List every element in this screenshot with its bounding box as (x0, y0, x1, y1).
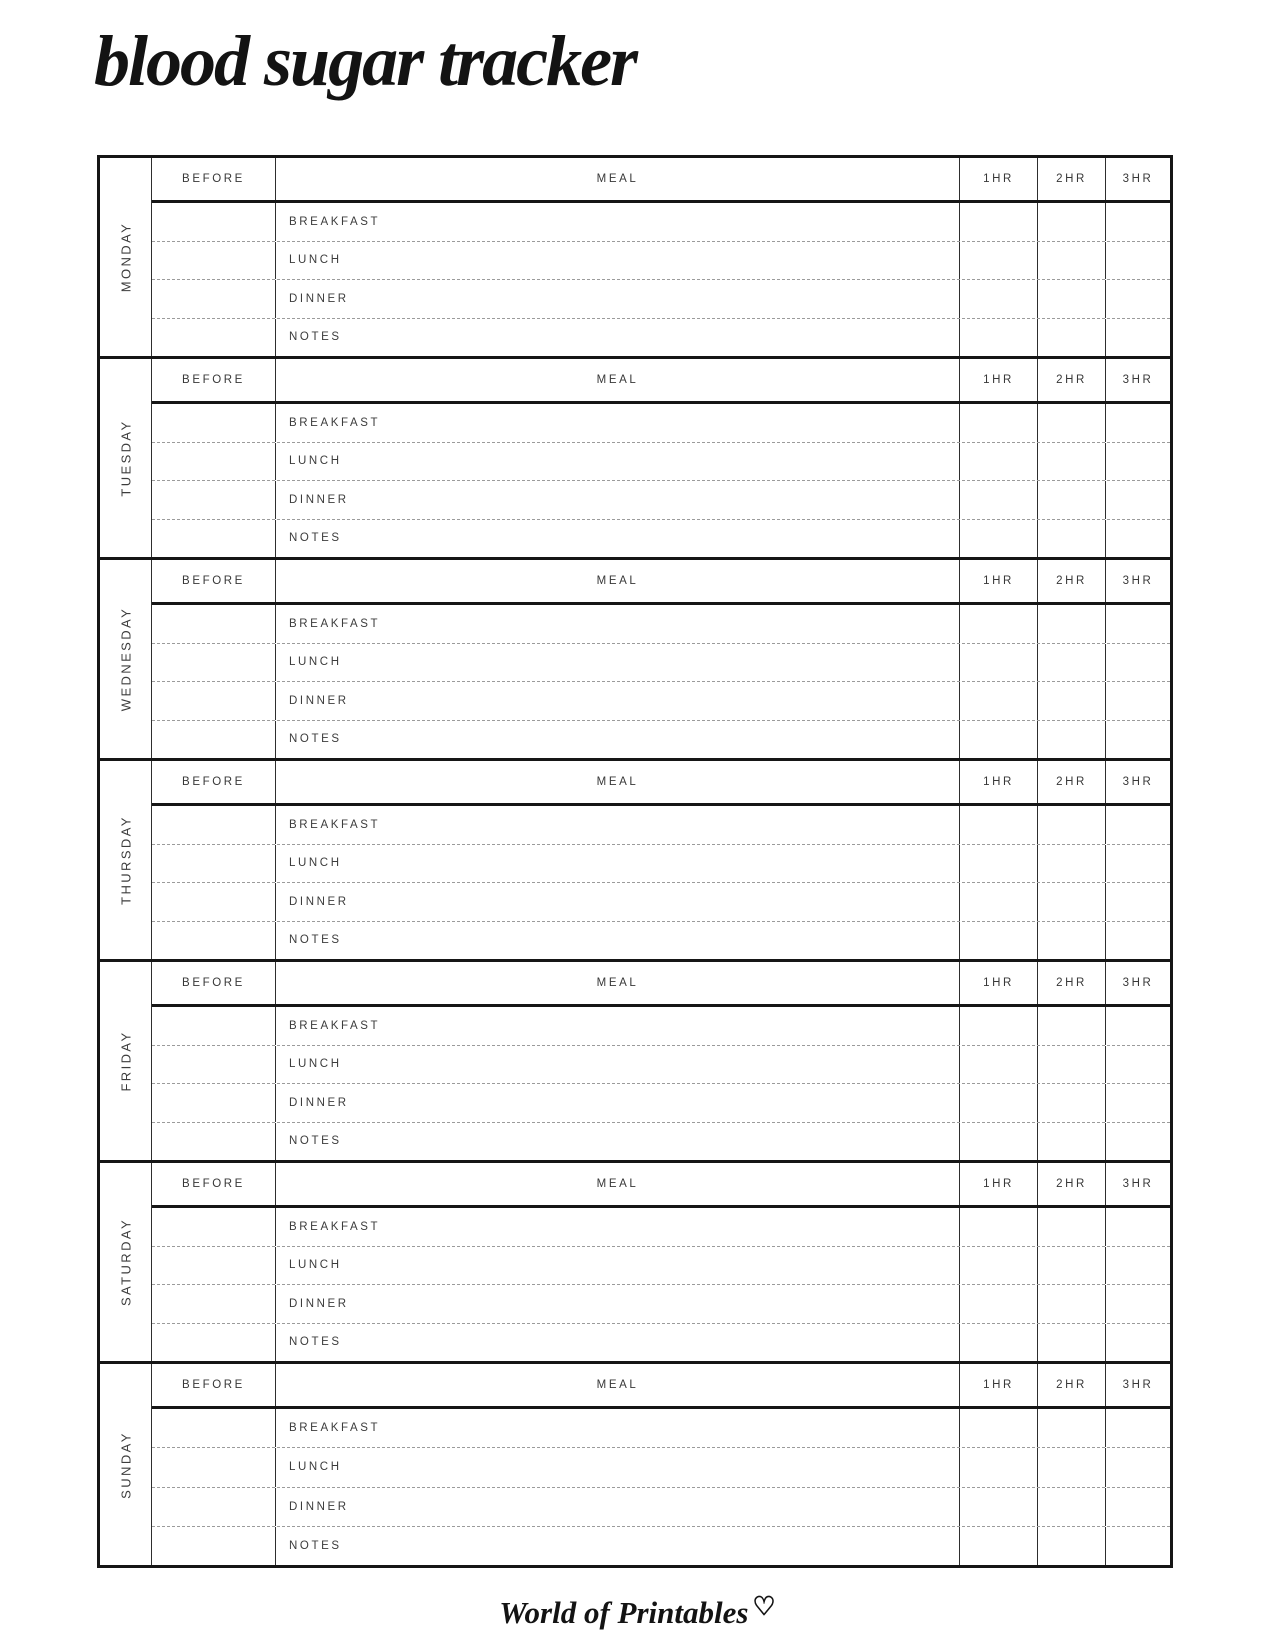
hr1-column-header: 1HR (960, 1163, 1038, 1205)
hr1-entry-cell (960, 1084, 1038, 1122)
hr1-entry-cell (960, 806, 1038, 844)
hr2-entry-cell (1038, 806, 1106, 844)
hr2-entry-cell (1038, 845, 1106, 883)
dinner-row (152, 280, 1170, 319)
meal-column-header: MEAL (276, 560, 960, 602)
hr3-entry-cell (1106, 806, 1170, 844)
header-row (152, 1364, 1170, 1409)
hr2-entry-cell (1038, 1084, 1106, 1122)
before-entry-cell (152, 845, 276, 883)
breakfast-row (152, 806, 1170, 845)
meal-row-label: BREAKFAST (276, 806, 960, 844)
hr3-entry-cell (1106, 242, 1170, 280)
hr1-column-header: 1HR (960, 761, 1038, 803)
before-column-header: BEFORE (152, 359, 276, 401)
before-entry-cell (152, 721, 276, 759)
hr2-entry-cell (1038, 922, 1106, 960)
meal-row-label: NOTES (276, 1527, 960, 1565)
meal-row-label: DINNER (276, 1084, 960, 1122)
header-row (152, 962, 1170, 1007)
hr3-column-header: 3HR (1122, 575, 1154, 587)
hr2-entry-cell (1038, 1285, 1106, 1323)
hr3-entry-cell (1106, 404, 1170, 442)
header-row (152, 158, 1170, 203)
lunch-row (152, 443, 1170, 482)
breakfast-row (152, 605, 1170, 644)
hr3-entry-cell (1106, 1123, 1170, 1161)
header-row (152, 1163, 1170, 1208)
day-section-monday (100, 158, 1170, 359)
meal-row-label: DINNER (276, 280, 960, 318)
breakfast-row (152, 404, 1170, 443)
hr3-entry-cell (1106, 605, 1170, 643)
heart-icon: ♡ (752, 1592, 776, 1621)
meal-column-header: MEAL (276, 158, 960, 200)
hr1-entry-cell (960, 1007, 1038, 1045)
meal-row-label: BREAKFAST (276, 203, 960, 241)
meal-row-label: BREAKFAST (276, 1208, 960, 1246)
hr1-entry-cell (960, 319, 1038, 357)
before-entry-cell (152, 1123, 276, 1161)
day-section-thursday (100, 761, 1170, 962)
lunch-row (152, 644, 1170, 683)
before-column-header: BEFORE (152, 962, 276, 1004)
day-name-column (100, 761, 152, 959)
before-entry-cell (152, 883, 276, 921)
hr2-entry-cell (1038, 1448, 1106, 1486)
day-section-tuesday (100, 359, 1170, 560)
hr3-entry-cell (1106, 280, 1170, 318)
hr1-entry-cell (960, 280, 1038, 318)
hr2-entry-cell (1038, 1123, 1106, 1161)
hr2-entry-cell (1038, 883, 1106, 921)
hr2-entry-cell (1038, 721, 1106, 759)
meal-column-header: MEAL (276, 1163, 960, 1205)
day-section-wednesday (100, 560, 1170, 761)
day-label: TUESDAY (118, 419, 133, 497)
hr1-entry-cell (960, 1448, 1038, 1486)
hr3-entry-cell (1106, 520, 1170, 558)
before-entry-cell (152, 481, 276, 519)
hr1-column-header: 1HR (960, 962, 1038, 1004)
day-grid (152, 560, 1170, 758)
day-grid (152, 1364, 1170, 1565)
dinner-row (152, 682, 1170, 721)
before-column-header: BEFORE (152, 560, 276, 602)
meal-row-label: DINNER (276, 1488, 960, 1526)
hr2-column-header: 2HR (1038, 359, 1106, 401)
lunch-row (152, 1046, 1170, 1085)
meal-row-label: NOTES (276, 319, 960, 357)
notes-row (152, 1324, 1170, 1362)
hr3-entry-cell (1106, 1046, 1170, 1084)
hr2-column-header: 2HR (1038, 1364, 1106, 1406)
hr3-entry-cell (1106, 845, 1170, 883)
before-entry-cell (152, 922, 276, 960)
before-entry-cell (152, 443, 276, 481)
notes-row (152, 520, 1170, 558)
dinner-row (152, 481, 1170, 520)
meal-row-label: BREAKFAST (276, 1409, 960, 1447)
breakfast-row (152, 1007, 1170, 1046)
before-column-header: BEFORE (152, 1163, 276, 1205)
day-label: SUNDAY (118, 1430, 133, 1499)
hr2-column-header: 2HR (1038, 761, 1106, 803)
hr1-entry-cell (960, 605, 1038, 643)
day-grid (152, 359, 1170, 557)
hr3-column-header: 3HR (1122, 173, 1154, 185)
meal-row-label: NOTES (276, 922, 960, 960)
before-entry-cell (152, 1084, 276, 1122)
hr3-entry-cell (1106, 1527, 1170, 1565)
hr3-entry-cell (1106, 1409, 1170, 1447)
day-name-column (100, 158, 152, 356)
day-grid (152, 1163, 1170, 1361)
header-row (152, 359, 1170, 404)
hr1-entry-cell (960, 1285, 1038, 1323)
day-grid (152, 158, 1170, 356)
hr2-column-header: 2HR (1038, 560, 1106, 602)
day-name-column (100, 1364, 152, 1565)
hr1-column-header: 1HR (960, 158, 1038, 200)
before-entry-cell (152, 1448, 276, 1486)
before-entry-cell (152, 1285, 276, 1323)
hr2-entry-cell (1038, 1247, 1106, 1285)
hr3-column-header: 3HR (1122, 374, 1154, 386)
before-entry-cell (152, 1409, 276, 1447)
before-entry-cell (152, 1007, 276, 1045)
meal-row-label: BREAKFAST (276, 1007, 960, 1045)
before-entry-cell (152, 605, 276, 643)
hr1-entry-cell (960, 883, 1038, 921)
meal-row-label: DINNER (276, 682, 960, 720)
hr2-entry-cell (1038, 1324, 1106, 1362)
meal-row-label: LUNCH (276, 1247, 960, 1285)
hr3-entry-cell (1106, 1007, 1170, 1045)
hr3-entry-cell (1106, 319, 1170, 357)
before-entry-cell (152, 280, 276, 318)
meal-row-label: LUNCH (276, 1448, 960, 1486)
hr2-column-header: 2HR (1038, 1163, 1106, 1205)
before-entry-cell (152, 520, 276, 558)
hr1-entry-cell (960, 404, 1038, 442)
hr1-column-header: 1HR (960, 1364, 1038, 1406)
before-entry-cell (152, 1488, 276, 1526)
hr2-column-header: 2HR (1038, 158, 1106, 200)
breakfast-row (152, 203, 1170, 242)
meal-column-header: MEAL (276, 962, 960, 1004)
lunch-row (152, 1247, 1170, 1286)
lunch-row (152, 1448, 1170, 1487)
day-label: WEDNESDAY (118, 606, 133, 712)
before-column-header: BEFORE (152, 761, 276, 803)
day-section-saturday (100, 1163, 1170, 1364)
lunch-row (152, 242, 1170, 281)
hr3-entry-cell (1106, 1285, 1170, 1323)
hr2-entry-cell (1038, 404, 1106, 442)
hr2-entry-cell (1038, 1208, 1106, 1246)
hr2-column-header: 2HR (1038, 962, 1106, 1004)
before-entry-cell (152, 644, 276, 682)
meal-row-label: DINNER (276, 883, 960, 921)
hr2-entry-cell (1038, 481, 1106, 519)
hr3-entry-cell (1106, 922, 1170, 960)
hr2-entry-cell (1038, 1409, 1106, 1447)
hr1-entry-cell (960, 520, 1038, 558)
hr2-entry-cell (1038, 1527, 1106, 1565)
hr3-entry-cell (1106, 1448, 1170, 1486)
before-entry-cell (152, 242, 276, 280)
hr3-entry-cell (1106, 1324, 1170, 1362)
meal-column-header: MEAL (276, 359, 960, 401)
hr1-entry-cell (960, 242, 1038, 280)
hr3-column-header: 3HR (1122, 776, 1154, 788)
meal-row-label: NOTES (276, 721, 960, 759)
dinner-row (152, 883, 1170, 922)
hr3-column-header: 3HR (1122, 1379, 1154, 1391)
hr1-column-header: 1HR (960, 359, 1038, 401)
notes-row (152, 922, 1170, 960)
day-name-column (100, 560, 152, 758)
dinner-row (152, 1285, 1170, 1324)
day-section-friday (100, 962, 1170, 1163)
hr1-entry-cell (960, 443, 1038, 481)
tracker-table (97, 155, 1173, 1568)
hr2-entry-cell (1038, 1488, 1106, 1526)
before-entry-cell (152, 806, 276, 844)
notes-row (152, 1527, 1170, 1565)
before-column-header: BEFORE (152, 1364, 276, 1406)
footer-brand-text: World of Printables (499, 1595, 749, 1630)
hr2-entry-cell (1038, 280, 1106, 318)
hr3-column-header: 3HR (1122, 1178, 1154, 1190)
hr3-entry-cell (1106, 203, 1170, 241)
hr3-entry-cell (1106, 1084, 1170, 1122)
meal-row-label: LUNCH (276, 644, 960, 682)
hr1-entry-cell (960, 1324, 1038, 1362)
hr2-entry-cell (1038, 644, 1106, 682)
hr3-entry-cell (1106, 1488, 1170, 1526)
before-entry-cell (152, 1247, 276, 1285)
hr1-entry-cell (960, 1046, 1038, 1084)
hr3-entry-cell (1106, 1208, 1170, 1246)
notes-row (152, 1123, 1170, 1161)
day-name-column (100, 1163, 152, 1361)
hr1-entry-cell (960, 1527, 1038, 1565)
breakfast-row (152, 1409, 1170, 1448)
before-entry-cell (152, 1324, 276, 1362)
hr3-entry-cell (1106, 1247, 1170, 1285)
before-column-header: BEFORE (152, 158, 276, 200)
day-grid (152, 761, 1170, 959)
hr3-entry-cell (1106, 721, 1170, 759)
hr3-entry-cell (1106, 481, 1170, 519)
dinner-row (152, 1488, 1170, 1527)
meal-row-label: DINNER (276, 1285, 960, 1323)
day-section-sunday (100, 1364, 1170, 1565)
hr2-entry-cell (1038, 1007, 1106, 1045)
before-entry-cell (152, 1208, 276, 1246)
page-title: blood sugar tracker (94, 21, 637, 101)
day-label: SATURDAY (118, 1217, 133, 1307)
meal-row-label: NOTES (276, 1324, 960, 1362)
hr2-entry-cell (1038, 203, 1106, 241)
hr1-entry-cell (960, 644, 1038, 682)
day-label: THURSDAY (118, 815, 133, 905)
breakfast-row (152, 1208, 1170, 1247)
before-entry-cell (152, 1527, 276, 1565)
notes-row (152, 319, 1170, 357)
footer-brand (0, 1592, 1275, 1631)
hr3-entry-cell (1106, 883, 1170, 921)
meal-row-label: BREAKFAST (276, 404, 960, 442)
hr1-column-header: 1HR (960, 560, 1038, 602)
meal-row-label: LUNCH (276, 845, 960, 883)
day-name-column (100, 962, 152, 1160)
meal-row-label: LUNCH (276, 242, 960, 280)
hr2-entry-cell (1038, 520, 1106, 558)
day-label: MONDAY (118, 221, 133, 293)
day-label: FRIDAY (118, 1030, 133, 1092)
hr2-entry-cell (1038, 443, 1106, 481)
meal-column-header: MEAL (276, 761, 960, 803)
lunch-row (152, 845, 1170, 884)
before-entry-cell (152, 682, 276, 720)
meal-row-label: BREAKFAST (276, 605, 960, 643)
hr3-entry-cell (1106, 443, 1170, 481)
meal-row-label: LUNCH (276, 443, 960, 481)
before-entry-cell (152, 404, 276, 442)
day-name-column (100, 359, 152, 557)
hr1-entry-cell (960, 1123, 1038, 1161)
hr1-entry-cell (960, 721, 1038, 759)
header-row (152, 560, 1170, 605)
dinner-row (152, 1084, 1170, 1123)
hr3-entry-cell (1106, 644, 1170, 682)
meal-row-label: NOTES (276, 1123, 960, 1161)
hr1-entry-cell (960, 682, 1038, 720)
hr3-entry-cell (1106, 682, 1170, 720)
header-row (152, 761, 1170, 806)
before-entry-cell (152, 319, 276, 357)
hr1-entry-cell (960, 481, 1038, 519)
before-entry-cell (152, 203, 276, 241)
hr1-entry-cell (960, 845, 1038, 883)
hr2-entry-cell (1038, 319, 1106, 357)
notes-row (152, 721, 1170, 759)
meal-row-label: DINNER (276, 481, 960, 519)
hr3-column-header: 3HR (1122, 977, 1154, 989)
day-grid (152, 962, 1170, 1160)
hr2-entry-cell (1038, 242, 1106, 280)
hr2-entry-cell (1038, 605, 1106, 643)
hr2-entry-cell (1038, 1046, 1106, 1084)
hr1-entry-cell (960, 1409, 1038, 1447)
hr1-entry-cell (960, 1247, 1038, 1285)
hr2-entry-cell (1038, 682, 1106, 720)
hr1-entry-cell (960, 922, 1038, 960)
hr1-entry-cell (960, 1488, 1038, 1526)
meal-row-label: NOTES (276, 520, 960, 558)
hr1-entry-cell (960, 1208, 1038, 1246)
meal-row-label: LUNCH (276, 1046, 960, 1084)
meal-column-header: MEAL (276, 1364, 960, 1406)
hr1-entry-cell (960, 203, 1038, 241)
before-entry-cell (152, 1046, 276, 1084)
